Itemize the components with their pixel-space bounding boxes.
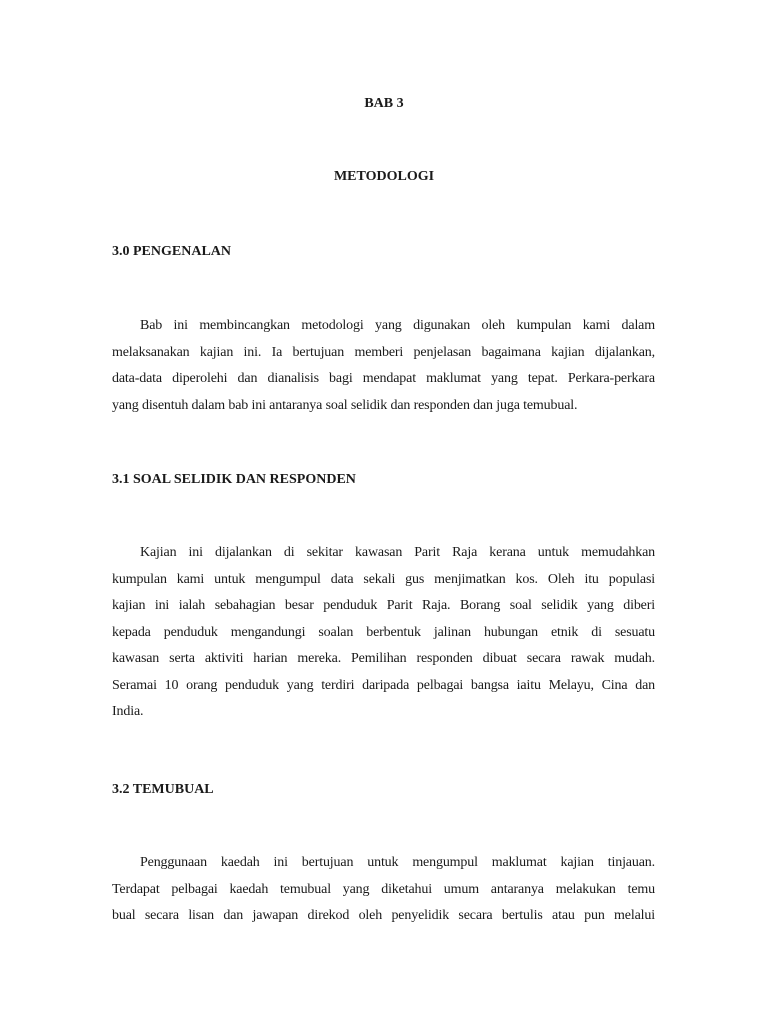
section-3-2-paragraph: [112, 850, 655, 930]
section-heading-3-1: 3.1 SOAL SELIDIK DAN RESPONDEN: [112, 472, 356, 487]
paragraph-line: India.: [112, 704, 144, 719]
section-3-0-paragraph: [112, 313, 655, 419]
paragraph-line: kajian ini ialah sebahagian besar penduduk Parit Raja. Borang soal selidik yang diberi: [112, 598, 655, 613]
section-heading-3-2: 3.2 TEMUBUAL: [112, 782, 214, 797]
paragraph-line: kawasan serta aktiviti harian mereka. Pemilihan responden dibuat secara rawak mudah.: [112, 651, 655, 666]
paragraph-line: Penggunaan kaedah ini bertujuan untuk mengumpul maklumat kajian tinjauan.: [140, 855, 655, 870]
chapter-number: BAB 3: [364, 96, 404, 111]
paragraph-line: bual secara lisan dan jawapan direkod oleh penyelidik secara bertulis atau pun melalui: [112, 908, 655, 923]
paragraph-line: kumpulan kami untuk mengumpul data sekali gus menjimatkan kos. Oleh itu populasi: [112, 571, 655, 587]
paragraph-line: melaksanakan kajian ini. Ia bertujuan memberi penjelasan bagaimana kajian dijalankan,: [112, 344, 655, 360]
paragraph-line: Kajian ini dijalankan di sekitar kawasan Parit Raja kerana untuk memudahkan: [140, 545, 655, 560]
paragraph-line: data-data diperolehi dan dianalisis bagi mendapat maklumat yang tepat. Perkara-perkara: [112, 371, 655, 386]
paragraph-line: Seramai 10 orang penduduk yang terdiri daripada pelbagai bangsa iaitu Melayu, Cina dan: [112, 677, 655, 693]
section-3-1-paragraph: [112, 540, 655, 726]
paragraph-line: Terdapat pelbagai kaedah temubual yang diketahui umum antaranya melakukan temu: [112, 881, 655, 897]
paragraph-line: yang disentuh dalam bab ini antaranya soal selidik dan responden dan juga temubual.: [112, 397, 578, 413]
paragraph-line: Bab ini membincangkan metodologi yang digunakan oleh kumpulan kami dalam: [140, 318, 655, 333]
section-heading-3-0: 3.0 PENGENALAN: [112, 244, 232, 259]
chapter-title: METODOLOGI: [333, 169, 435, 184]
paragraph-line: kepada penduduk mengandungi soalan berbentuk jalinan hubungan etnik di sesuatu: [112, 624, 655, 640]
